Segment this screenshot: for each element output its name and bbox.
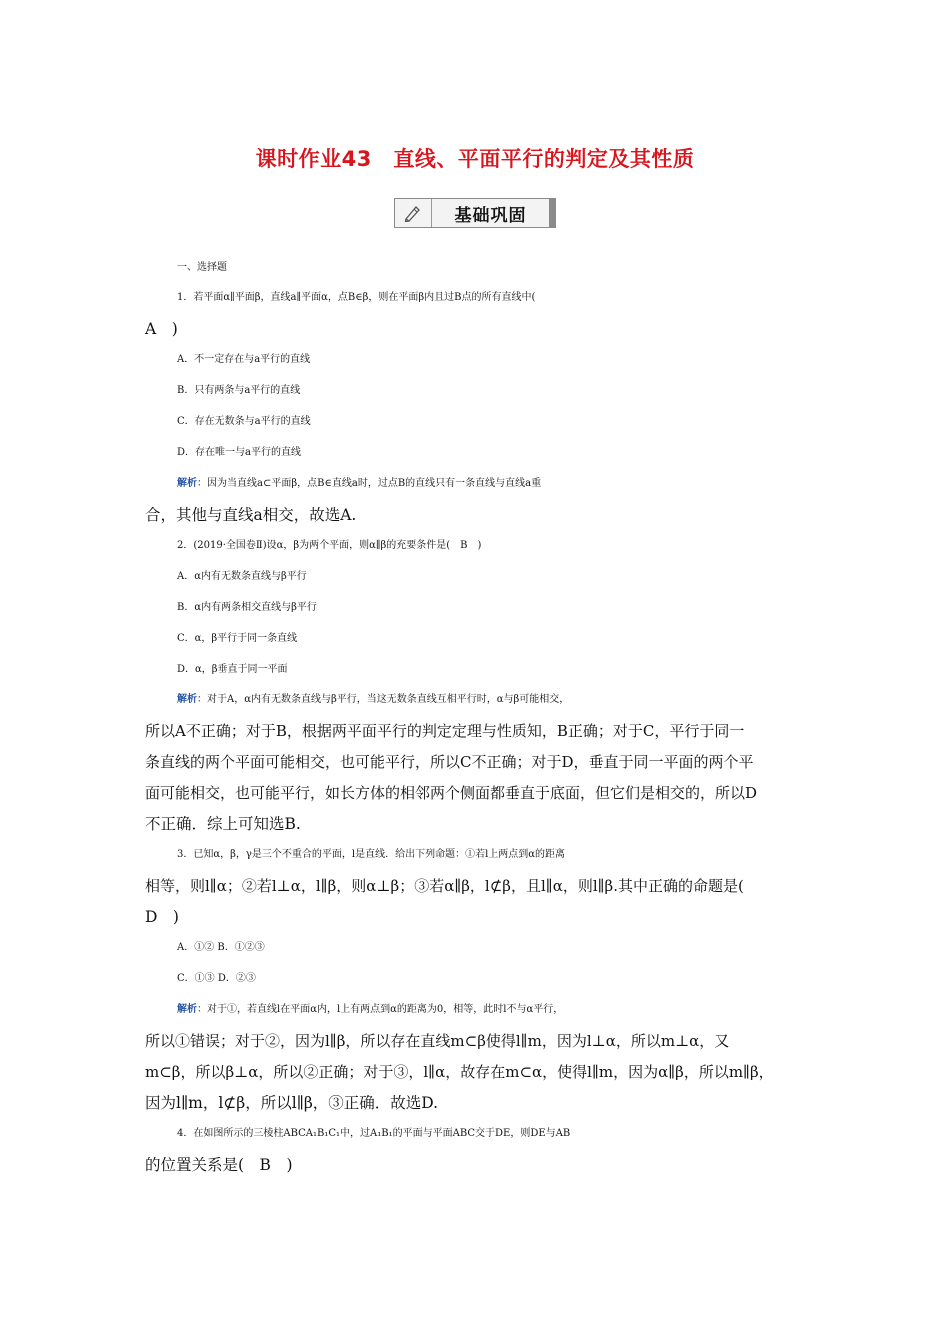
q2-solution-line3: 条直线的两个平面可能相交，也可能平行，所以C不正确；对于D，垂直于同一平面的两个平 (145, 753, 754, 771)
q3-solution-line2: 所以①错误；对于②，因为l∥β，所以存在直线m⊂β使得l∥m，因为l⊥α，所以m⊥α，又 (145, 1032, 730, 1050)
analysis-label: 解析 (177, 478, 197, 489)
q2-option-b: B．α内有两条相交直线与β平行 (177, 602, 317, 613)
section-heading: 一、选择题 (177, 262, 227, 273)
q2-solution-line2: 所以A不正确；对于B，根据两平面平行的判定定理与性质知，B正确；对于C，平行于同一 (145, 722, 745, 740)
q1-option-c: C．存在无数条与a平行的直线 (177, 416, 311, 427)
q2-solution-line1 (177, 690, 817, 710)
q3-options-cd: C．①③ D．②③ (177, 973, 256, 984)
q1-stem-line1: 1．若平面α∥平面β，直线a∥平面α，点B∈β，则在平面β内且过B点的所有直线中( (177, 292, 536, 303)
q3-solution-text: ：对于①，若直线l在平面α内，l上有两点到α的距离为0，相等，此时l不与α平行， (197, 1004, 564, 1015)
section-banner (394, 198, 556, 228)
q3-stem-line1: 3．已知α，β，γ是三个不重合的平面，l是直线．给出下列命题：①若l上两点到α的距离 (177, 849, 566, 860)
q3-solution-line4: 因为l∥m，l⊄β，所以l∥β，③正确．故选D. (145, 1094, 439, 1112)
q4-stem-line1: 4．在如图所示的三棱柱ABCA₁B₁C₁中，过A₁B₁的平面与平面ABC交于DE，则DE与AB (177, 1128, 571, 1139)
pencil-icon (395, 199, 432, 227)
q4-stem-line2: 的位置关系是( B ) (145, 1156, 293, 1174)
banner-label: 基础巩固 (454, 205, 527, 226)
analysis-label: 解析 (177, 694, 197, 705)
q3-stem-line2: 相等，则l∥α；②若l⊥α，l∥β，则α⊥β；③若α∥β，l⊄β，且l∥α，则l∥β.其中正确的命题是( (145, 877, 744, 895)
banner-endcap (549, 199, 555, 227)
q2-solution-text: ：对于A，α内有无数条直线与β平行，当这无数条直线互相平行时，α与β可能相交， (197, 694, 570, 705)
q1-stem-line2: A ) (145, 320, 178, 338)
q1-option-d: D．存在唯一与a平行的直线 (177, 447, 301, 458)
q1-solution-line2: 合，其他与直线a相交，故选A. (145, 506, 357, 524)
q2-option-a: A．α内有无数条直线与β平行 (177, 571, 307, 582)
q2-option-d: D．α，β垂直于同一平面 (177, 664, 288, 675)
q2-option-c: C．α，β平行于同一条直线 (177, 633, 298, 644)
q3-solution-line3: m⊂β，所以β⊥α，所以②正确；对于③，l∥α，故存在m⊂α，使得l∥m，因为α∥β，所以m∥β， (145, 1063, 774, 1081)
q3-stem-line3: D ) (145, 908, 179, 926)
q2-solution-line5: 不正确．综上可知选B. (145, 815, 301, 833)
q1-option-b: B．只有两条与a平行的直线 (177, 385, 301, 396)
q3-solution-line1 (177, 1000, 817, 1020)
q2-solution-line4: 面可能相交，也可能平行，如长方体的相邻两个侧面都垂直于底面，但它们是相交的，所以D (145, 784, 758, 802)
page-title: 课时作业43 直线、平面平行的判定及其性质 (255, 147, 695, 171)
q1-solution-text: ：因为当直线a⊂平面β，点B∈直线a时，过点B的直线只有一条直线与直线a重 (197, 478, 542, 489)
q3-options-ab: A．①② B．①②③ (177, 942, 265, 953)
analysis-label: 解析 (177, 1004, 197, 1015)
q2-stem: 2．(2019·全国卷Ⅱ)设α，β为两个平面，则α∥β的充要条件是( B ) (177, 540, 482, 551)
q1-solution-line1 (177, 474, 817, 494)
q1-option-a: A．不一定存在与a平行的直线 (177, 354, 311, 365)
